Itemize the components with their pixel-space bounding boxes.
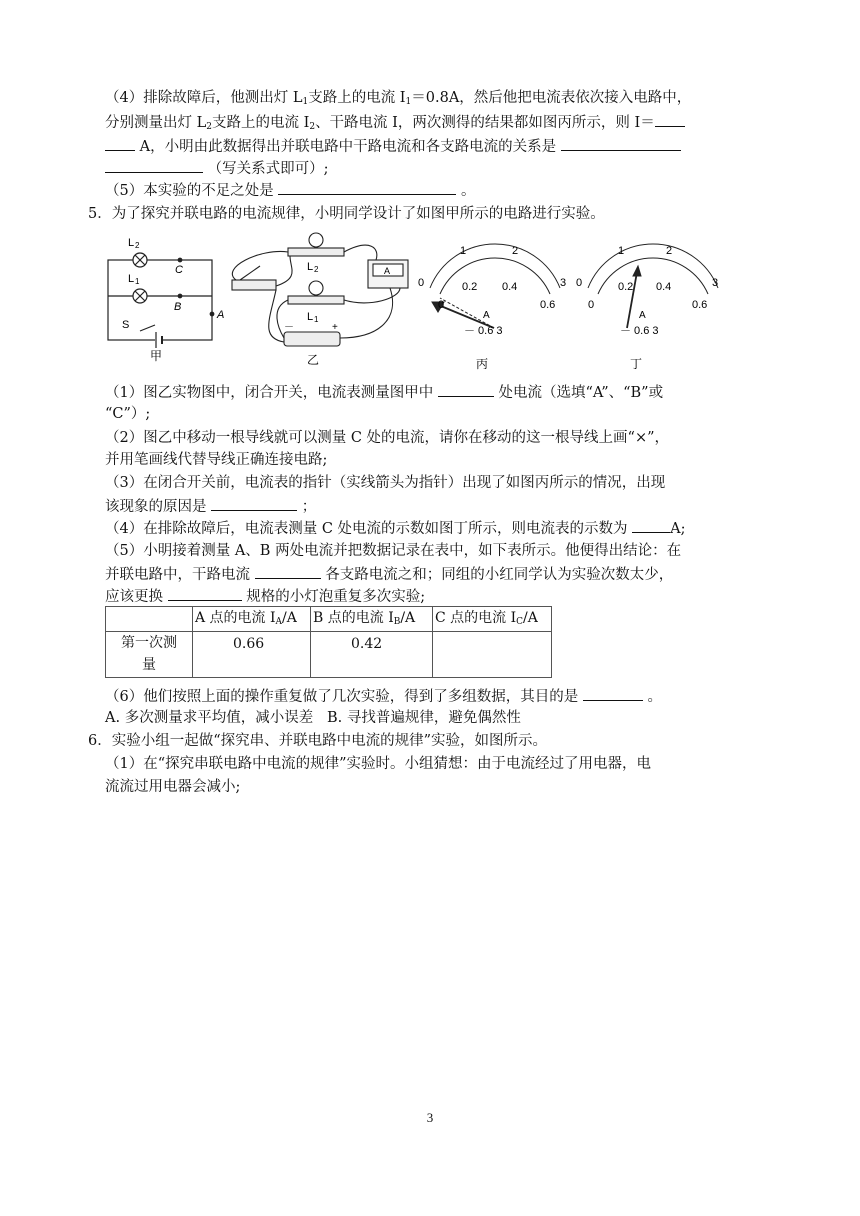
svg-text:2: 2 [512,245,519,257]
svg-text:A: A [384,266,391,276]
svg-text:2: 2 [314,265,319,274]
svg-text:0: 0 [576,277,583,289]
q5-part4: （4）在排除故障后，电流表测量 C 处电流的示数如图丁所示，则电流表的示数为 A; [105,518,686,539]
table-cell-a: 0.66 [193,632,311,678]
q6-part1-line1: （1）在“探究串联电路中电流的规律”实验时。小组猜想：由于电流经过了用电器，电 [105,756,652,772]
answer-blank-I-cont[interactable] [105,136,135,151]
option-a[interactable]: A. 多次测量求平均值，减小误差 [105,710,314,726]
ammeter-bing [430,244,560,328]
table-row-label: 第一次测 量 [106,632,193,678]
svg-text:0: 0 [438,299,445,311]
svg-text:0: 0 [588,299,595,311]
q4-part4-line2: 分别测量出灯 $L_2$支路上的电流 $I_2$、干路电流 I，两次测得的结果都如图丙所示，则 I＝ [105,112,685,133]
q6-stem: 6．实验小组一起做“探究串、并联电路中电流的规律”实验，如图所示。 [88,733,548,749]
schematic-jia [108,253,214,348]
option-b[interactable]: B. 寻找普遍规律，避免偶然性 [327,710,521,726]
label-B: B [174,301,182,313]
table-header-b: B 点的电流 $I_B/A$ [311,607,433,632]
q5-figure [100,228,720,378]
svg-text:2: 2 [135,241,140,250]
label-jia: 甲 [150,349,163,363]
svg-text:0.2: 0.2 [618,281,634,293]
q5-part1-line2: “C”）; [105,406,151,422]
q5-stem: 5．为了探究并联电路的电流规律，小明同学设计了如图甲所示的电路进行实验。 [88,206,605,222]
q5-part1-line1: （1）图乙实物图中，闭合开关，电流表测量图甲中 处电流（选填“A”、“B”或 [105,382,663,403]
answer-blank-q5-3[interactable] [211,496,297,511]
svg-text:0.6: 0.6 [540,299,556,311]
q4-part5: （5）本实验的不足之处是 。 [105,180,475,201]
table-header-a: A 点的电流 $I_A/A$ [193,607,311,632]
svg-text:3: 3 [712,277,719,289]
svg-text:L: L [307,261,314,273]
q5-data-table [105,606,552,678]
svg-text:0.6: 0.6 [692,299,708,311]
real-circuit-yi [232,233,408,346]
answer-blank-q5-5b[interactable] [168,586,242,601]
answer-blank-I[interactable] [655,112,685,127]
label-C: C [175,264,183,276]
q5-part5-line3: 应该更换 规格的小灯泡重复多次实验; [105,586,425,607]
q5-part3-line2: 该现象的原因是 ； [105,496,316,517]
q4-part4-line3: A，小明由此数据得出并联电路中干路电流和各支路电流的关系是 [105,136,681,157]
label-L1: L [128,273,135,285]
svg-text:0.2: 0.2 [462,281,478,293]
answer-blank-deficiency[interactable] [278,180,456,195]
svg-text:0.4: 0.4 [656,281,672,293]
table-row [106,632,552,678]
svg-text:1: 1 [618,245,625,257]
table-header-c: C 点的电流 $I_C/A$ [433,607,552,632]
svg-text:－ 0.6 3: － 0.6 3 [620,325,659,337]
q5-part3-line1: （3）在闭合开关前，电流表的指针（实线箭头为指针）出现了如图丙所示的情况，出现 [105,475,666,491]
q5-part2-line2: 并用笔画线代替导线正确连接电路; [105,452,328,468]
svg-text:0.4: 0.4 [502,281,518,293]
answer-blank-q5-4[interactable] [632,518,670,533]
q5-options [105,708,521,728]
table-cell-c[interactable] [433,632,552,678]
svg-text:L: L [307,311,314,323]
label-ding: 丁 [630,357,643,371]
svg-text:2: 2 [666,245,673,257]
table-header-row [106,607,552,632]
svg-text:A: A [639,310,646,321]
svg-text:0: 0 [418,277,425,289]
answer-blank-relation-cont[interactable] [105,158,203,173]
label-L2: L [128,237,135,249]
answer-blank-q5-5a[interactable] [255,564,321,579]
svg-text:－ 0.6 3: － 0.6 3 [464,325,503,337]
q5-part5-line2: 并联电路中，干路电流 各支路电流之和；同组的小红同学认为实验次数太少， [105,564,673,585]
svg-text:－: － [284,322,294,333]
page-number: 3 [426,1110,434,1125]
q5-part2-line1: （2）图乙中移动一根导线就可以测量 C 处的电流，请你在移动的这一根导线上画“×”， [105,430,670,446]
svg-text:1: 1 [460,245,467,257]
ammeter-ding [588,244,718,328]
answer-blank-q5-1[interactable] [438,382,494,397]
table-cell-b: 0.42 [311,632,433,678]
answer-blank-q5-6[interactable] [583,686,643,701]
svg-text:A: A [483,310,490,321]
svg-text:1: 1 [135,277,140,286]
label-bing: 丙 [476,357,489,371]
svg-text:1: 1 [314,315,319,324]
label-yi: 乙 [307,353,320,367]
label-S: S [122,319,130,331]
svg-text:+: + [332,322,338,333]
label-A: A [217,309,225,321]
q4-part4-line1: （4）排除故障后，他测出灯 $L_1$支路上的电流 $I_1=0.8A$，然后他把电流表依次接入电路中， [105,90,692,107]
svg-text:3: 3 [560,277,567,289]
q6-part1-line2: 流流过用电器会减小; [105,779,241,795]
q5-part6: （6）他们按照上面的操作重复做了几次实验，得到了多组数据，其目的是 。 [105,686,662,707]
answer-blank-relation[interactable] [561,136,681,151]
q5-part5-line1: （5）小明接着测量 A、B 两处电流并把数据记录在表中，如下表所示。他便得出结论：在 [105,543,682,559]
q4-part4-line4: （写关系式即可）; [105,158,329,179]
